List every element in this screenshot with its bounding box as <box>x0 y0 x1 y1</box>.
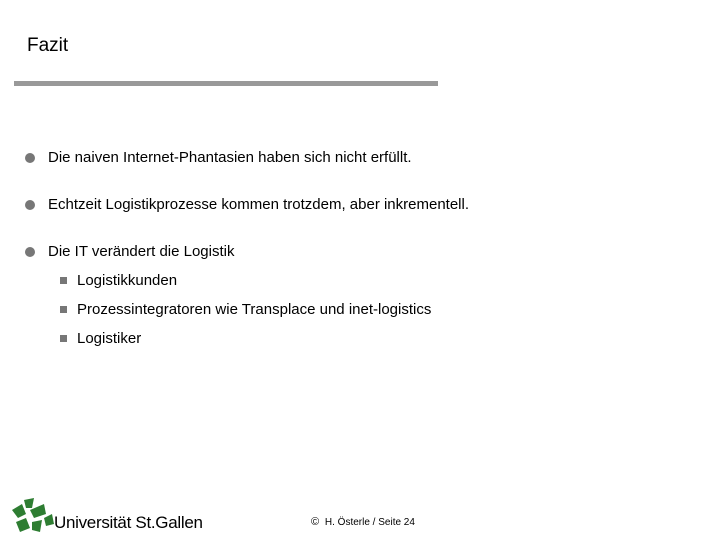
bullet-dot-icon <box>25 200 35 210</box>
sub-bullet-text: Logistiker <box>77 330 142 347</box>
copyright-symbol: © <box>311 516 320 528</box>
bullet-text: Echtzeit Logistikprozesse kommen trotzdem, aber inkrementell. <box>48 196 470 213</box>
bullet-text: Die IT verändert die Logistik <box>48 243 235 260</box>
sub-bullet-text: Logistikkunden <box>77 272 178 289</box>
bullet-dot-icon <box>25 153 35 163</box>
bullet-square-icon <box>60 277 67 284</box>
bullet-dot-icon <box>25 247 35 257</box>
bullet-text: Die naiven Internet-Phantasien haben sich nicht erfüllt. <box>48 149 412 166</box>
bullet-square-icon <box>60 335 67 342</box>
sub-bullet-text: Prozessintegratoren wie Transplace und inet-logistics <box>77 301 432 318</box>
university-logo-icon <box>10 496 56 536</box>
footer-credit-text: H. Österle / Seite 24 <box>324 517 415 528</box>
logo-text: Universität St.Gallen <box>54 513 203 532</box>
slide-title: Fazit <box>27 35 69 56</box>
title-underline <box>14 81 438 86</box>
bullet-square-icon <box>60 306 67 313</box>
footer-credit <box>311 516 415 528</box>
